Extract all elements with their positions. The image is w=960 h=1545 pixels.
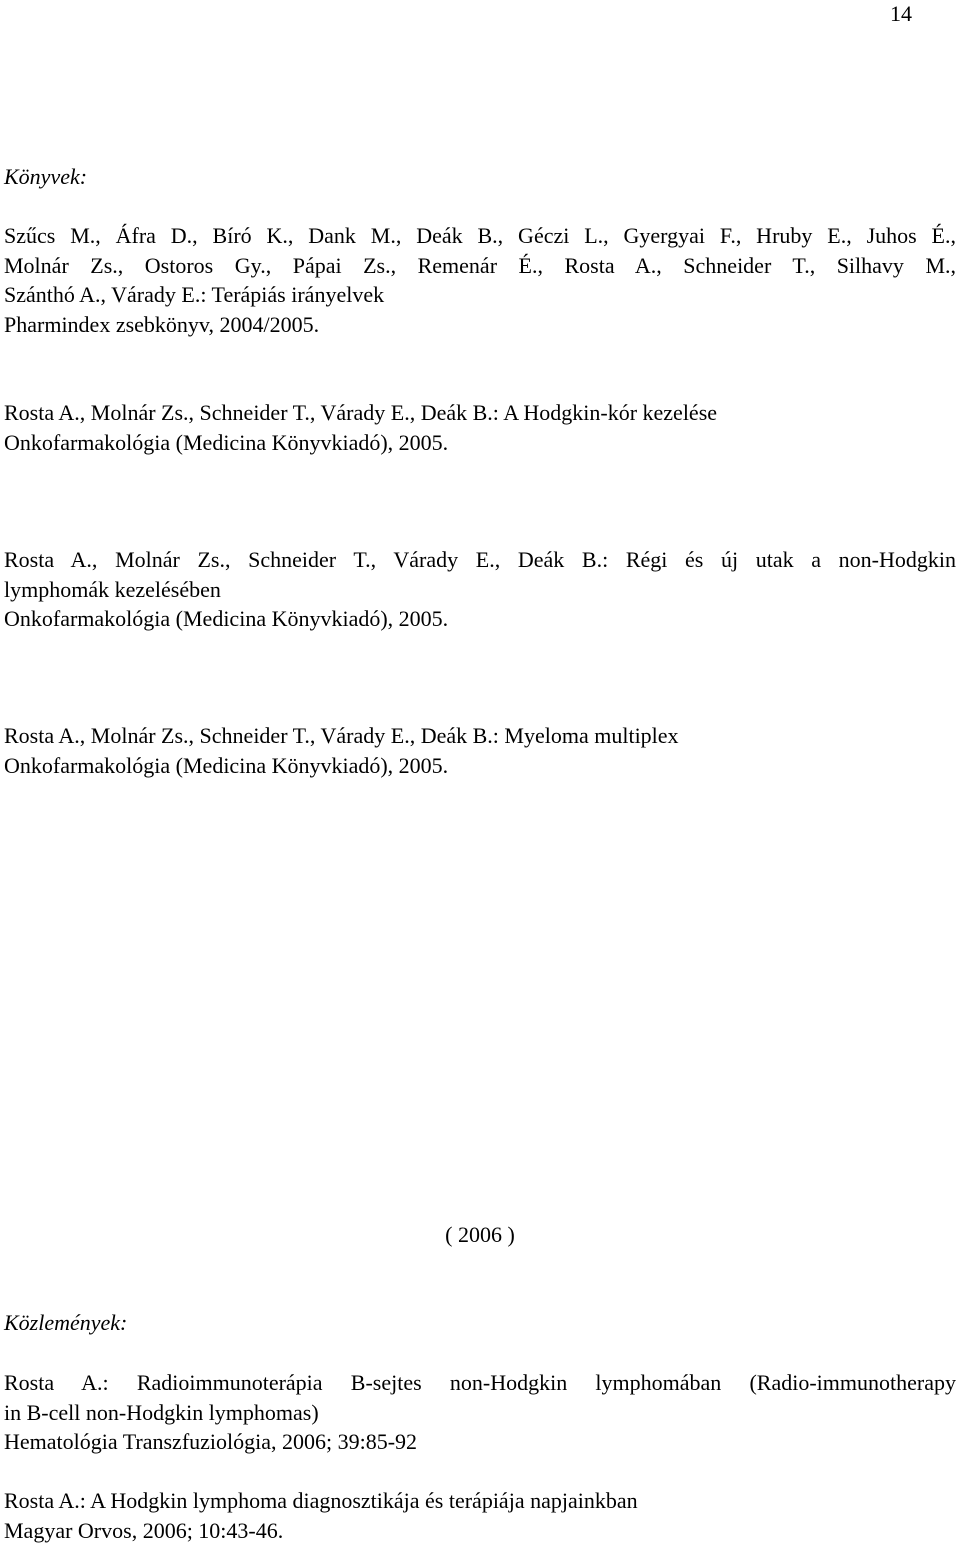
book-4-line-2: Onkofarmakológia (Medicina Könyvkiadó), 2005. — [4, 752, 449, 778]
book-4-line-1: Rosta A., Molnár Zs., Schneider T., Várady E., Deák B.: Myeloma multiplex — [4, 723, 679, 748]
publication-1-line-2: in B-cell non-Hodgkin lymphomas) — [4, 1399, 319, 1425]
book-entry-1 — [4, 221, 956, 339]
book-2-line-1: Rosta A., Molnár Zs., Schneider T., Várady E., Deák B.: A Hodgkin-kór kezelése — [4, 400, 718, 425]
book-2-line-2: Onkofarmakológia (Medicina Könyvkiadó), 2005. — [4, 429, 449, 455]
publication-entry-2 — [4, 1486, 956, 1545]
book-1-line-3: Szánthó A., Várady E.: Terápiás irányelvek — [4, 282, 385, 307]
book-1-line-1: Szűcs M., Áfra D., Bíró K., Dank M., Deák B., Géczi L., Gyergyai F., Hruby E., Juhos É., — [4, 223, 956, 248]
book-1-line-2: Molnár Zs., Ostoros Gy., Pápai Zs., Remenár É., Rosta A., Schneider T., Silhavy M., — [4, 252, 956, 278]
year-label: ( 2006 ) — [445, 1222, 515, 1247]
book-3-line-2: lymphomák kezelésében — [4, 576, 221, 602]
book-3-line-3: Onkofarmakológia (Medicina Könyvkiadó), 2005. — [4, 606, 449, 631]
books-heading: Könyvek: — [4, 164, 88, 189]
publications-heading: Közlemények: — [4, 1310, 128, 1335]
book-entry-3 — [4, 545, 956, 634]
publication-2-line-2: Magyar Orvos, 2006; 10:43-46. — [4, 1517, 284, 1543]
book-entry-4 — [4, 721, 956, 780]
publication-2-line-1: Rosta A.: A Hodgkin lymphoma diagnosztikája és terápiája napjainkban — [4, 1488, 638, 1513]
page-number: 14 — [890, 1, 912, 26]
book-entry-2 — [4, 398, 956, 457]
book-1-line-4: Pharmindex zsebkönyv, 2004/2005. — [4, 311, 320, 337]
book-3-line-1: Rosta A., Molnár Zs., Schneider T., Várady E., Deák B.: Régi és új utak a non-Hodgkin — [4, 547, 956, 572]
publication-1-line-3: Hematológia Transzfuziológia, 2006; 39:85-92 — [4, 1429, 418, 1454]
publication-entry-1 — [4, 1368, 956, 1457]
publication-1-line-1: Rosta A.: Radioimmunoterápia B-sejtes non-Hodgkin lymphomában (Radio-immunotherapy — [4, 1370, 956, 1395]
